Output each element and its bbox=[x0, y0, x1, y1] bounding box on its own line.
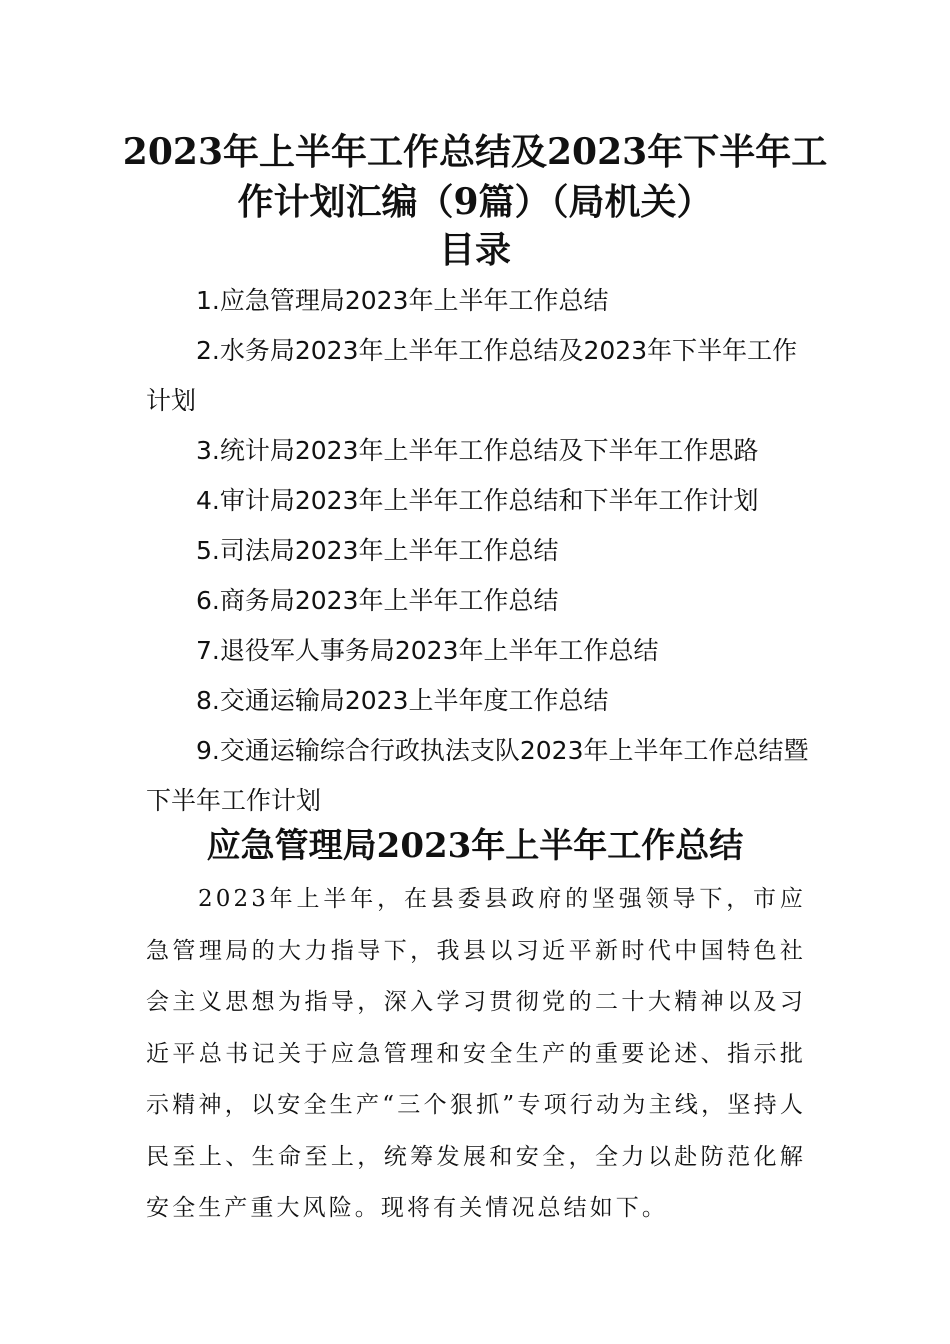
toc-item: 5.司法局2023年上半年工作总结 bbox=[196, 536, 559, 565]
document-title-line-2: 作计划汇编（9篇）（局机关） bbox=[237, 181, 713, 223]
toc-item: 8.交通运输局2023上半年度工作总结 bbox=[196, 686, 609, 715]
toc-item: 3.统计局2023年上半年工作总结及下半年工作思路 bbox=[196, 436, 759, 465]
section-paragraph: 2023年上半年，在县委县政府的坚强领导下，市应急管理局的大力指导下，我县以习近平新时代中国特色社会主义思想为指导，深入学习贯彻党的二十大精神以及习近平总书记关于应急管理和安全生产的重要论述、指示批示精神，以安全生产“三个狠抓”专项行动为主线，坚持人民至上、生命至上，统筹发展和安全，全力以赴防范化解安全生产重大风险。现将有关情况总结如下。 bbox=[146, 886, 806, 1221]
toc-item: 9.交通运输综合行政执法支队2023年上半年工作总结暨下半年工作计划 bbox=[146, 736, 809, 815]
table-of-contents bbox=[146, 276, 810, 826]
toc-item: 4.审计局2023年上半年工作总结和下半年工作计划 bbox=[196, 486, 759, 515]
document-title-line-1: 2023年上半年工作总结及2023年下半年工 bbox=[122, 131, 828, 173]
toc-heading: 目录 bbox=[438, 229, 511, 271]
toc-item: 1.应急管理局2023年上半年工作总结 bbox=[196, 286, 609, 315]
toc-item: 2.水务局2023年上半年工作总结及2023年下半年工作计划 bbox=[146, 336, 798, 415]
toc-item: 6.商务局2023年上半年工作总结 bbox=[196, 586, 559, 615]
section-heading: 应急管理局2023年上半年工作总结 bbox=[206, 826, 744, 866]
toc-item: 7.退役军人事务局2023年上半年工作总结 bbox=[196, 636, 659, 665]
